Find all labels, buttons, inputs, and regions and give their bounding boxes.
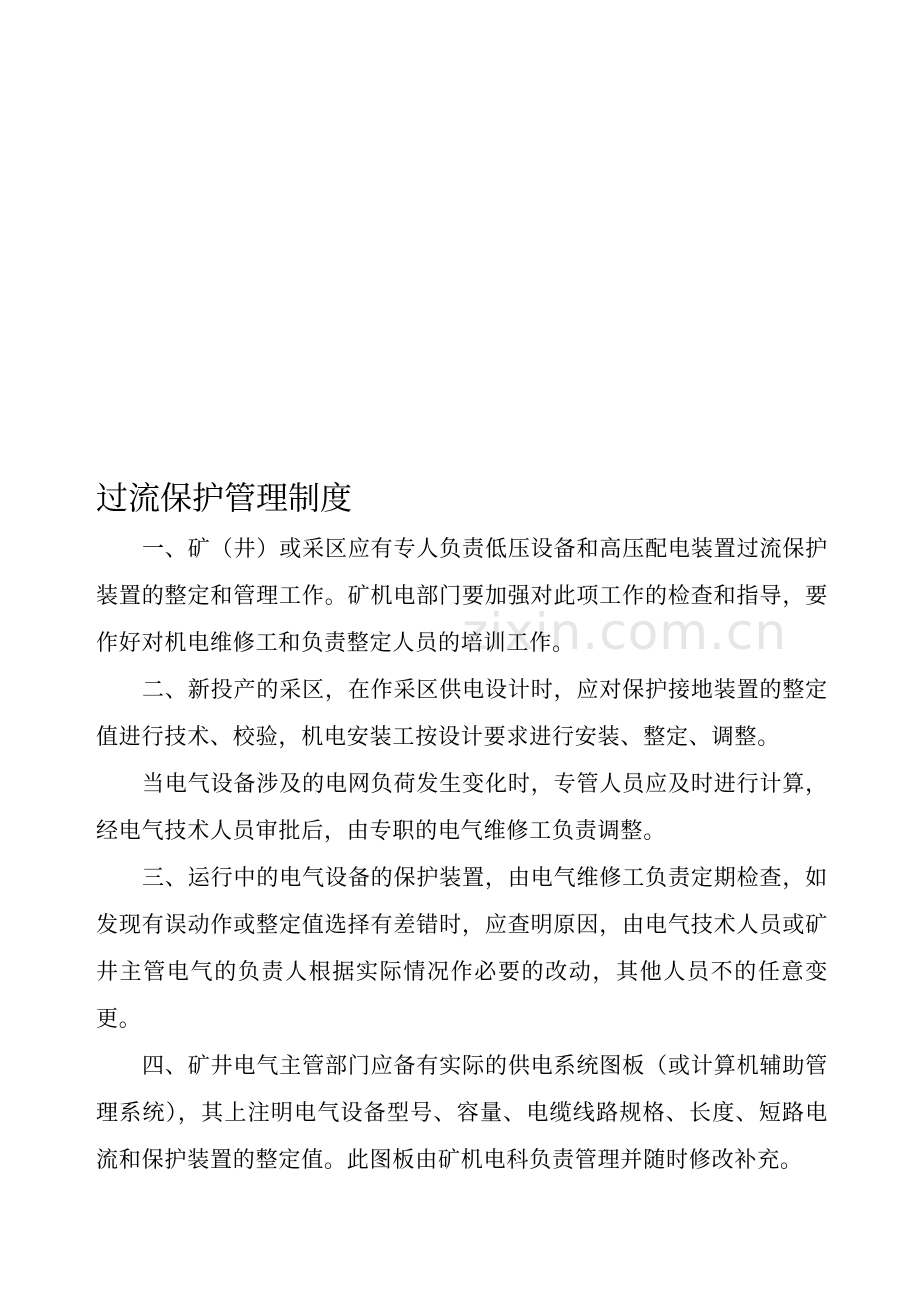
paragraph-5: 四、矿井电气主管部门应备有实际的供电系统图板（或计算机辅助管理系统），其上注明电气设备型号、容量、电缆线路规格、长度、短路电流和保护装置的整定值。此图板由矿机电科负责管理并随时修改补充。 — [96, 1054, 828, 1173]
document-body — [96, 526, 828, 1184]
paragraph-3: 当电气设备涉及的电网负荷发生变化时，专管人员应及时进行计算，经电气技术人员审批后，由专职的电气维修工负责调整。 — [96, 772, 828, 844]
watermark: zixin.com.cn — [462, 603, 788, 661]
paragraph-1: 一、矿（井）或采区应有专人负责低压设备和高压配电装置过流保护装置的整定和管理工作。矿机电部门要加强对此项工作的检查和指导，要作好对机电维修工和负责整定人员的培训工作。 — [96, 537, 828, 656]
document-title: 过流保护管理制度 — [96, 479, 353, 517]
paragraph-2: 二、新投产的采区，在作采区供电设计时，应对保护接地装置的整定值进行技术、校验，机电安装工按设计要求进行安装、整定、调整。 — [96, 678, 828, 750]
paragraph-4: 三、运行中的电气设备的保护装置，由电气维修工负责定期检查，如发现有误动作或整定值选择有差错时，应查明原因，由电气技术人员或矿井主管电气的负责人根据实际情况作必要的改动，其他人员不的任意变更。 — [96, 866, 828, 1032]
